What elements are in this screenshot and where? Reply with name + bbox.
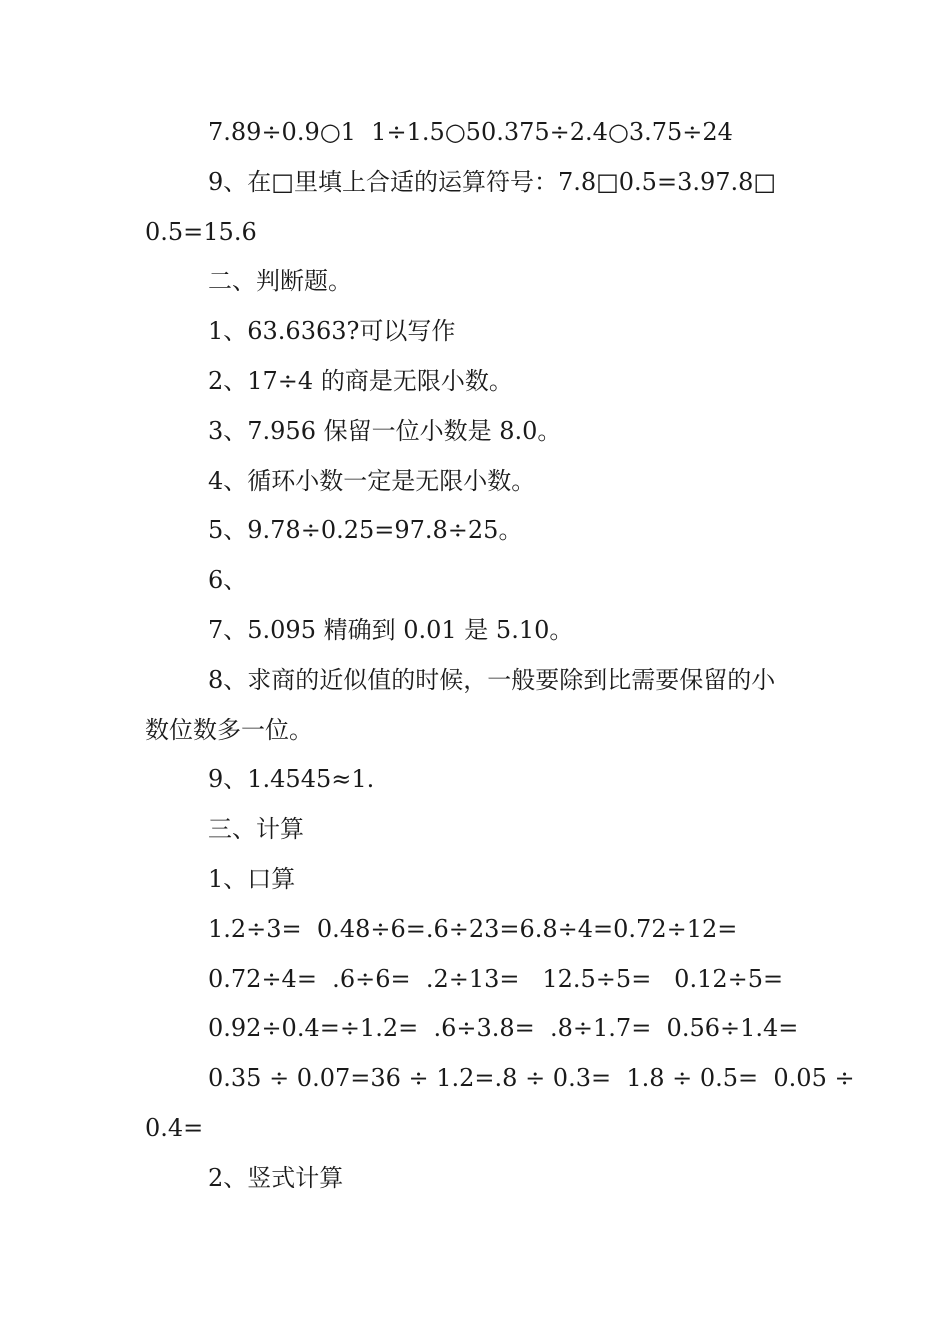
mental-math-row-4-continuation: 0.4= [145,1113,204,1142]
judgment-item-6: 6、 [208,566,248,595]
judgment-item-2: 2、17÷4 的商是无限小数。 [208,366,513,395]
judgment-item-7: 7、5.095 精确到 0.01 是 5.10。 [208,615,574,644]
question-9-continuation: 0.5=15.6 [145,217,257,246]
mental-math-row-2: 0.72÷4= .6÷6= .2÷13= 12.5÷5= 0.12÷5= [208,964,784,993]
mental-math-row-4: 0.35 ÷ 0.07=36 ÷ 1.2=.8 ÷ 0.3= 1.8 ÷ 0.5= 0.05 ÷ [208,1064,855,1093]
document-body [145,108,855,1204]
judgment-item-9: 9、1.4545≈1. [208,765,375,794]
judgment-item-4: 4、循环小数一定是无限小数。 [208,466,536,495]
mental-math-row-1: 1.2÷3= 0.48÷6=.6÷23=6.8÷4=0.72÷12= [208,914,738,943]
question-9-fill-operators: 9、在□里填上合适的运算符号：7.8□0.5=3.97.8□ [208,167,777,196]
mental-math-row-3: 0.92÷0.4=÷1.2= .6÷3.8= .8÷1.7= 0.56÷1.4= [208,1014,799,1043]
subsection-vertical-calculation: 2、竖式计算 [208,1163,344,1192]
subsection-mental-math: 1、口算 [208,864,296,893]
compare-expressions-line: 7.89÷0.9○1 1÷1.5○50.375÷2.4○3.75÷24 [208,118,733,146]
judgment-item-1: 1、63.6363?可以写作 [208,317,456,346]
section-heading-calculation: 三、计算 [208,815,304,844]
judgment-item-5: 5、9.78÷0.25=97.8÷25。 [208,516,523,545]
judgment-item-8: 8、求商的近似值的时候，一般要除到比需要保留的小 [208,665,776,694]
judgment-item-8-continuation: 数位数多一位。 [145,715,313,744]
section-heading-judgment: 二、判断题。 [208,267,352,296]
judgment-item-3: 3、7.956 保留一位小数是 8.0。 [208,416,562,445]
